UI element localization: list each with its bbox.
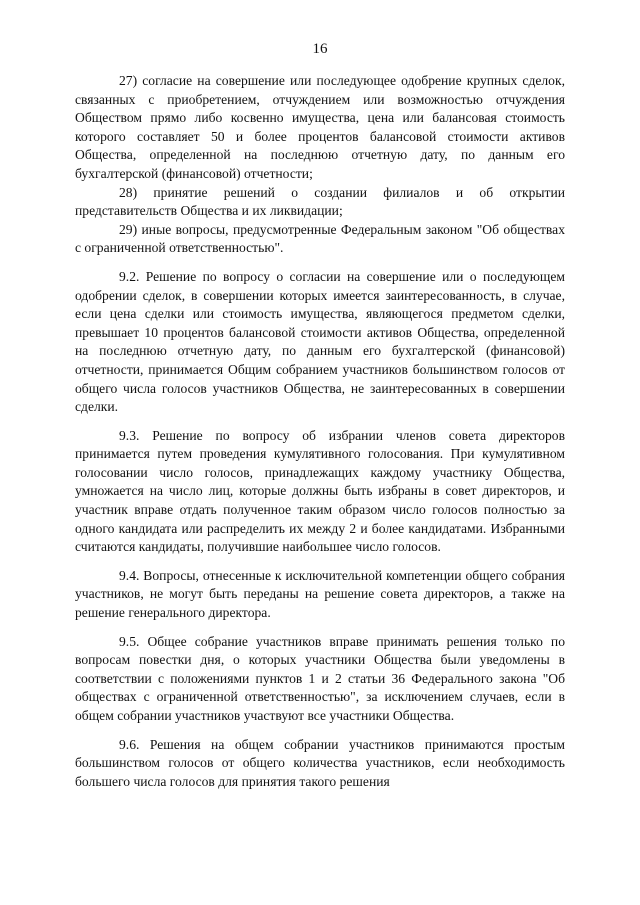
document-body [75, 72, 565, 791]
paragraph-item-28: 28) принятие решений о создании филиалов и об открытии представительств Общества и их ликвидации; [75, 184, 565, 219]
paragraph-item-27: 27) согласие на совершение или последующее одобрение крупных сделок, связанных с приобретением, отчуждением или возможностью отчуждения Обществом прямо либо косвенно имущества, цена или балансовая стоимость которого составляет 50 и более процентов балансовой стоимости активов Общества, определенной на последнюю отчетную дату, по данным его бухгалтерской (финансовой) отчетности; [75, 73, 565, 181]
paragraph-clause-9-2: 9.2. Решение по вопросу о согласии на совершение или о последующем одобрении сделок, в совершении которых имеется заинтересованность, в случае, если цена сделки или стоимость имущества, являющегося предметом сделки, превышает 10 процентов балансовой стоимости активов Общества, определенной на последнюю отчетную дату, по данным его бухгалтерской (финансовой) отчетности, принимается Общим собранием участников большинством голосов от общего числа голосов участников Общества, не заинтересованных в совершении сделки. [75, 268, 565, 415]
paragraph-clause-9-3: 9.3. Решение по вопросу об избрании членов совета директоров принимается путем проведения кумулятивного голосования. При кумулятивном голосовании число голосов, принадлежащих каждому участнику Общества, умножается на число лиц, которые должны быть избраны в совет директоров, и участник вправе отдать полученное таким образом число голосов полностью за одного кандидата или распределить их между 2 и более кандидатами. Избранными считаются кандидаты, получившие наибольшее число голосов. [75, 427, 565, 555]
paragraph-clause-9-4: 9.4. Вопросы, отнесенные к исключительной компетенции общего собрания участников, не могут быть переданы на решение совета директоров, а также на решение генерального директора. [75, 567, 565, 621]
paragraph-clause-9-6: 9.6. Решения на общем собрании участников принимаются простым большинством голосов от общего количества участников, если необходимость большего числа голосов для принятия такого решения [75, 736, 565, 789]
paragraph-clause-9-5: 9.5. Общее собрание участников вправе принимать решения только по вопросам повестки дня, о которых участники Общества были уведомлены в соответствии с положениями пунктов 1 и 2 статьи 36 Федерального закона "Об обществах с ограниченной ответственностью", за исключением случаев, если в общем собрании участников участвуют все участники Общества. [75, 633, 565, 723]
paragraph-item-29: 29) иные вопросы, предусмотренные Федеральным законом "Об обществах с ограниченной ответственностью". [75, 221, 565, 256]
page-number: 16 [312, 41, 328, 57]
